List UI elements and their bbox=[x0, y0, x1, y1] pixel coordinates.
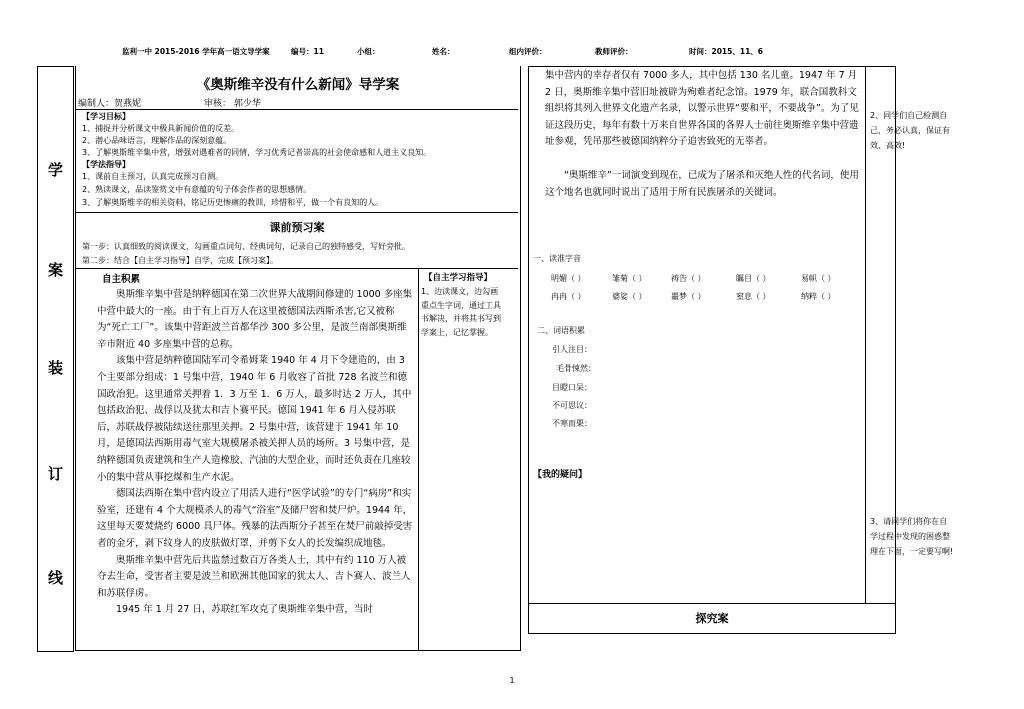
paragraph: 奥斯维辛集中营先后共监禁过数百万各类人士，其中有约 110 万人被夺去生命，受害者主要是波兰和欧洲其他国家的犹太人、吉卜赛人、波兰人和苏联俘虏。 bbox=[97, 554, 411, 599]
paragraph: 奥斯维辛集中营是纳粹德国在第二次世界大战期间修建的 1000 多座集中营中最大的一座。由于有上百万人在这里被德国法西斯杀害,它又被称为“死亡工厂”。该集中营距波兰首都华沙 300 多公里，是波兰南部奥斯维辛市附近 40 多座集中营的总称。 bbox=[97, 289, 413, 350]
side-note: 3、请同学们将你在自学过程中发现的困惑整理在下面，一定要写啊! bbox=[870, 517, 954, 556]
paragraph-continued: 集中营内的幸存者仅有 7000 多人，其中包括 130 名儿童。1947 年 7 月 2 日，奥斯维辛集中营旧址被辟为殉难者纪念馆。1979 年，联合国教科文组织将其列入世界文化遗产名录，以警示世界“要和平，不要战争”。为了见证这段历史，每年有数十万来自世界各国的各界人士前往奥斯维辛集中营遗址参观，凭吊那些被德国纳粹分子追害致死的无辜者。 bbox=[545, 70, 859, 148]
pron-item: 纳粹（ ） bbox=[801, 292, 836, 301]
goals-heading: 【学习目标】 bbox=[82, 112, 130, 121]
pron-item: 婆娑（ ） bbox=[612, 292, 647, 301]
side-note: 2、同学们自己检测自己，务必认真，保证有效、高效! bbox=[870, 111, 950, 150]
right-column-divider bbox=[865, 66, 866, 604]
goals-section bbox=[76, 109, 518, 212]
vocab-item: 不可思议： bbox=[552, 401, 592, 410]
pron-heading: 一、读准字音 bbox=[533, 254, 581, 263]
goal-item: 1、捕捉并分析课文中极具新闻价值的反差。 bbox=[82, 124, 240, 133]
paragraph: 德国法西斯在集中营内设立了用活人进行“医学试验”的专门“病房”和实验室，还建有 4 个大规模杀人的毒气“浴室”及储尸窖和焚尸炉。1944 年，这里每天要焚烧约 6000 具尸体。残暴的法西斯分子甚至在焚尸前敲掉受害者的金牙，剥下纹身人的皮肤做灯罩，并剪下女人的长发编织成地毯。 bbox=[97, 488, 413, 549]
pron-item: 瞩目（ ） bbox=[736, 274, 771, 283]
header-group: 小组： bbox=[357, 47, 380, 56]
explore-divider bbox=[528, 603, 896, 604]
pron-item: 祷告（ ） bbox=[671, 274, 706, 283]
pron-item: 窒息（ ） bbox=[736, 292, 771, 301]
explore-heading: 探究案 bbox=[695, 612, 729, 625]
binding-char: 装 bbox=[47, 359, 63, 377]
reviewer: 审核： 郭少华 bbox=[204, 99, 261, 109]
guide-item: 2、熟读课文，品读鉴赏文中有意蕴的句子体会作者的思想感情。 bbox=[82, 185, 312, 194]
doc-header bbox=[0, 46, 1024, 60]
doubt-heading: 【我的疑问】 bbox=[533, 470, 588, 480]
vocab-item: 引人注目： bbox=[552, 345, 592, 354]
guide-item: 3、了解奥斯维辛的相关资料，铭记历史惨痛的教训，珍惜和平，做一个有良知的人。 bbox=[82, 198, 384, 207]
pron-item: 易帜（ ） bbox=[801, 274, 836, 283]
vocab-item: 目瞪口呆： bbox=[552, 383, 592, 392]
preview-section bbox=[76, 212, 518, 269]
goal-item: 3、了解奥斯维辛集中营，增强对遇难者的同情，学习优秀记者崇高的社会使命感和人道主义良知。 bbox=[82, 148, 432, 157]
pron-row bbox=[0, 291, 1024, 303]
pron-item: 雏菊（ ） bbox=[612, 274, 647, 283]
vocab-heading: 二、词语积累 bbox=[537, 326, 585, 335]
preview-step2: 第二步：结合【自主学习指导】自学，完成【预习案】。 bbox=[82, 256, 278, 265]
preview-step1: 第一步：认真细致的阅读课文，勾画重点词句、经典词句，记录自己的独特感受，写好旁批。 bbox=[82, 242, 410, 251]
paragraph: 1945 年 1 月 27 日，苏联红军攻克了奥斯维辛集中营，当时 bbox=[116, 604, 373, 616]
binding-column bbox=[37, 66, 74, 652]
self-guide-text: 1、边读课文，边勾画重点生字词，通过工具书解决，并将其书写到学案上，记忆掌握。 bbox=[421, 287, 501, 337]
page-title: 《奥斯维辛没有什么新闻》导学案 bbox=[196, 77, 400, 93]
accumulate-body bbox=[97, 287, 413, 619]
binding-char: 案 bbox=[47, 261, 63, 279]
header-teacher-eval: 教师评价： bbox=[595, 47, 633, 56]
header-group-eval: 组内评价： bbox=[509, 47, 547, 56]
preview-heading: 课前预习案 bbox=[269, 221, 325, 234]
binding-char: 订 bbox=[47, 465, 63, 483]
page-number: 1 bbox=[509, 676, 515, 685]
column-divider bbox=[418, 268, 419, 650]
pron-item: 明媚（ ） bbox=[551, 274, 586, 283]
pron-item: 冉冉（ ） bbox=[551, 292, 586, 301]
paragraph: 该集中营是纳粹德国陆军司令希姆莱 1940 年 4 月下令建造的，由 3 个主要部分组成：1 号集中营，1940 年 6 月收容了首批 728 名波兰和德国政治犯。这里通常关押着 1．3 万至 1．6 万人，最多时达 2 万人，其中包括政治犯、战俘以及犹太和吉卜赛平民。德国 1941 年 6 月入侵苏联后，苏联战俘被陆续送往那里关押。2 号集中营，该营建于 1941 年 10 月，是德国法西斯用毒气室大规模屠杀被关押人员的场所。3 号集中营，是纳粹德国负责建筑和生产人造橡胶、汽油的大型企业，而时还负责在几座较小的集中营从事挖煤和生产水泥。 bbox=[97, 355, 412, 483]
paragraph: “奥斯维辛”一词演变到现在，已成为了屠杀和灭绝人性的代名词，使用这个地名也就同时说出了适用于所有民族屠杀的关键词。 bbox=[545, 170, 859, 198]
header-school: 监利一中 2015-2016 学年高一语文导学案 bbox=[122, 47, 270, 56]
self-guide-heading: 【自主学习指导】 bbox=[424, 273, 493, 283]
editor: 编制人：贺燕妮 bbox=[78, 99, 142, 109]
header-number: 编号：11 bbox=[291, 47, 324, 56]
vocab-item: 毛骨悚然： bbox=[556, 364, 596, 373]
guide-heading: 【学法指导】 bbox=[82, 160, 130, 169]
pron-item: 噩梦（ ） bbox=[671, 292, 706, 301]
header-time: 时间：2015、11、6 bbox=[689, 47, 764, 56]
accumulate-heading: 自主积累 bbox=[102, 274, 141, 285]
goal-item: 2、潜心品味语言，理解作品的深刻意蕴。 bbox=[82, 136, 232, 145]
binding-char: 线 bbox=[47, 569, 63, 587]
header-name: 姓名： bbox=[432, 47, 455, 56]
binding-char: 学 bbox=[47, 161, 63, 179]
guide-item: 1、课前自主预习，认真完成预习自测。 bbox=[82, 172, 224, 181]
pron-row bbox=[0, 273, 1024, 285]
vocab-item: 不寒而栗： bbox=[552, 419, 592, 428]
